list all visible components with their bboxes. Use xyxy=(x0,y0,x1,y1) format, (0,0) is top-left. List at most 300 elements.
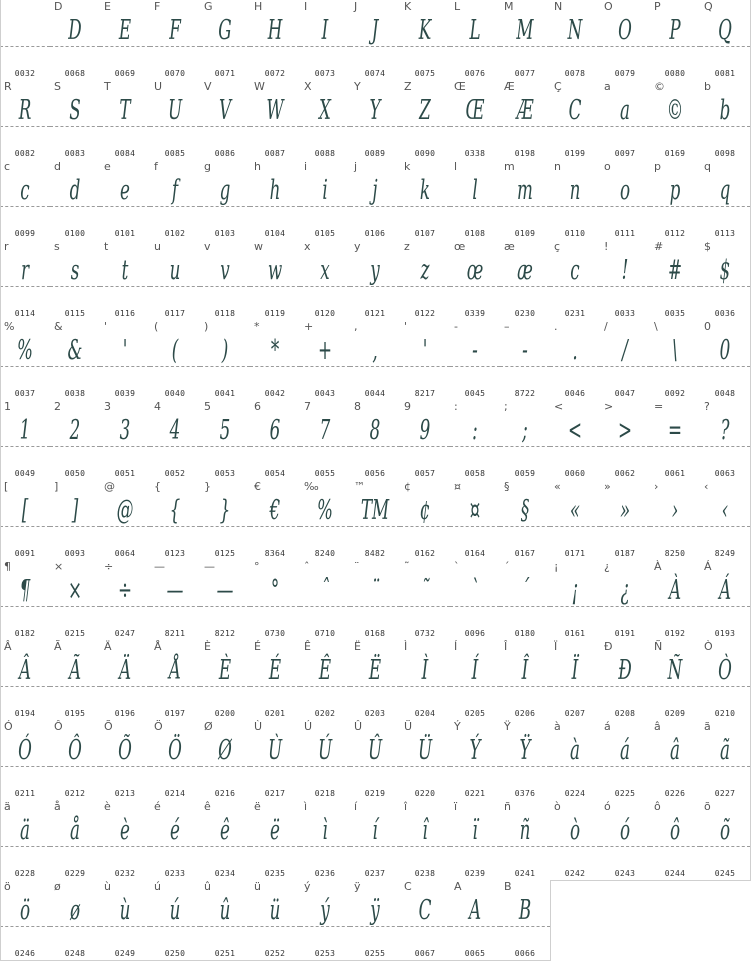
glyph-char-label: s xyxy=(54,240,60,253)
glyph-cell xyxy=(50,400,101,481)
glyph-cell xyxy=(0,640,51,721)
glyph-char-label: ! xyxy=(604,240,609,253)
glyph-cell xyxy=(0,560,51,641)
glyph-char-label: ö xyxy=(4,880,11,893)
glyph-code: 0237 xyxy=(364,869,386,878)
glyph-sample: J xyxy=(371,15,379,46)
glyph-char-label: = xyxy=(654,400,664,413)
glyph-code: 0169 xyxy=(664,149,686,158)
glyph-code: 8482 xyxy=(364,549,386,558)
glyph-code: 0205 xyxy=(464,709,486,718)
glyph-code: 0101 xyxy=(114,229,136,238)
glyph-cell xyxy=(550,160,601,241)
glyph-code: 0036 xyxy=(714,309,736,318)
glyph-code: 0068 xyxy=(64,69,86,78)
glyph-char-label: Å xyxy=(154,640,162,653)
glyph-code: 0195 xyxy=(64,709,86,718)
glyph-char-label: € xyxy=(254,480,261,493)
glyph-code: 0201 xyxy=(264,709,286,718)
glyph-sample: Æ xyxy=(516,95,534,126)
glyph-cell xyxy=(150,320,201,401)
glyph-code: 0093 xyxy=(64,549,86,558)
glyph-sample: M xyxy=(516,15,534,46)
glyph-cell xyxy=(300,560,351,641)
glyph-cell xyxy=(650,640,701,721)
glyph-cell xyxy=(600,640,651,721)
glyph-char-label: { xyxy=(154,480,161,493)
glyph-char-label: V xyxy=(204,80,212,93)
glyph-char-label: < xyxy=(554,400,564,413)
glyph-cell xyxy=(200,800,251,881)
glyph-char-label: B xyxy=(504,880,512,893)
glyph-char-label: í xyxy=(354,800,358,813)
glyph-code: 0055 xyxy=(314,469,336,478)
glyph-code: 0244 xyxy=(664,869,686,878)
glyph-code: 0040 xyxy=(164,389,186,398)
glyph-code: 0090 xyxy=(414,149,436,158)
glyph-char-label: Ÿ xyxy=(504,720,511,733)
glyph-code: 0062 xyxy=(614,469,636,478)
glyph-sample: 1 xyxy=(19,415,31,446)
glyph-cell xyxy=(650,800,701,881)
glyph-cell xyxy=(700,80,751,161)
glyph-code: 0197 xyxy=(164,709,186,718)
glyph-code: 0056 xyxy=(364,469,386,478)
glyph-code: 0199 xyxy=(564,149,586,158)
glyph-code: 0227 xyxy=(714,789,736,798)
glyph-code: 0224 xyxy=(564,789,586,798)
glyph-code: 0167 xyxy=(514,549,536,558)
glyph-code: 0084 xyxy=(114,149,136,158)
glyph-char-label: ´ xyxy=(504,560,510,573)
glyph-code: 0038 xyxy=(64,389,86,398)
glyph-sample: ì xyxy=(322,815,328,846)
glyph-cell xyxy=(150,640,201,721)
glyph-char-label: Ü xyxy=(404,720,413,733)
glyph-sample: . xyxy=(572,335,578,366)
glyph-code: 0231 xyxy=(564,309,586,318)
glyph-char-label: ø xyxy=(54,880,61,893)
glyph-sample: Î xyxy=(521,655,529,686)
glyph-cell xyxy=(300,880,351,961)
glyph-char-label: 0 xyxy=(704,320,711,333)
glyph-cell xyxy=(550,480,601,561)
glyph-code: 0238 xyxy=(414,869,436,878)
glyph-sample: Á xyxy=(718,575,732,606)
glyph-sample: I xyxy=(321,15,329,46)
glyph-sample: ë xyxy=(270,815,280,846)
glyph-cell xyxy=(50,480,101,561)
glyph-sample: N xyxy=(567,15,583,46)
glyph-char-label: b xyxy=(704,80,711,93)
glyph-code: 0104 xyxy=(264,229,286,238)
glyph-code: 0204 xyxy=(414,709,436,718)
glyph-code: 0033 xyxy=(614,309,636,318)
glyph-sample: o xyxy=(619,175,631,206)
glyph-sample: j xyxy=(372,175,378,206)
glyph-cell xyxy=(100,240,151,321)
glyph-sample: C xyxy=(418,895,432,926)
glyph-code: 8212 xyxy=(214,629,236,638)
glyph-code: 0107 xyxy=(414,229,436,238)
glyph-code: 0241 xyxy=(514,869,536,878)
glyph-char-label: × xyxy=(54,560,64,573)
glyph-char-label: ° xyxy=(254,560,260,573)
glyph-cell xyxy=(400,800,451,881)
glyph-char-label: t xyxy=(104,240,109,253)
glyph-cell xyxy=(250,880,301,961)
glyph-char-label: Y xyxy=(354,80,361,93)
glyph-cell xyxy=(650,160,701,241)
glyph-cell xyxy=(200,240,251,321)
glyph-code: 0239 xyxy=(464,869,486,878)
glyph-sample: - xyxy=(522,335,528,366)
glyph-sample: - xyxy=(472,335,478,366)
glyph-char-label: u xyxy=(154,240,161,253)
glyph-sample: 2 xyxy=(69,415,81,446)
glyph-sample: 7 xyxy=(319,415,331,446)
glyph-code: 0046 xyxy=(564,389,586,398)
glyph-code: 0162 xyxy=(414,549,436,558)
glyph-sample: { xyxy=(169,495,181,526)
glyph-code: 0067 xyxy=(414,949,436,958)
glyph-sample: t xyxy=(121,255,129,286)
glyph-sample: Õ xyxy=(118,735,132,766)
glyph-sample: « xyxy=(569,495,581,526)
glyph-cell xyxy=(100,640,151,721)
glyph-cell xyxy=(550,320,601,401)
glyph-char-label: E xyxy=(104,0,111,13)
glyph-sample: ; xyxy=(522,415,528,446)
glyph-code: 8249 xyxy=(714,549,736,558)
glyph-char-label: N xyxy=(554,0,563,13)
glyph-char-label: ÿ xyxy=(354,880,361,893)
glyph-char-label: q xyxy=(704,160,711,173)
glyph-cell xyxy=(100,0,151,81)
glyph-char-label: © xyxy=(654,80,665,93)
glyph-sample: Œ xyxy=(465,95,485,126)
glyph-char-label: G xyxy=(204,0,213,13)
glyph-code: 0207 xyxy=(564,709,586,718)
glyph-code: 0243 xyxy=(614,869,636,878)
glyph-sample: k xyxy=(419,175,431,206)
glyph-cell xyxy=(450,160,501,241)
glyph-sample: › xyxy=(671,495,679,526)
glyph-sample: ˜ xyxy=(420,575,430,606)
glyph-char-label: * xyxy=(254,320,260,333)
glyph-sample: ` xyxy=(470,575,480,606)
glyph-cell xyxy=(100,160,151,241)
glyph-cell xyxy=(400,640,451,721)
glyph-cell xyxy=(300,160,351,241)
glyph-char-label: Ã xyxy=(54,640,62,653)
glyph-sample: h xyxy=(269,175,281,206)
glyph-char-label: S xyxy=(54,80,61,93)
glyph-char-label: ò xyxy=(554,800,561,813)
glyph-char-label: Ó xyxy=(4,720,13,733)
glyph-char-label: + xyxy=(304,320,314,333)
glyph-sample: Ï xyxy=(571,655,579,686)
glyph-code: 0200 xyxy=(214,709,236,718)
glyph-sample: & xyxy=(67,335,83,366)
glyph-sample: , xyxy=(372,335,378,366)
glyph-code: 0120 xyxy=(314,309,336,318)
glyph-sample: } xyxy=(219,495,231,526)
glyph-cell xyxy=(250,320,301,401)
glyph-char-label: ì xyxy=(304,800,308,813)
glyph-cell xyxy=(200,320,251,401)
glyph-cell xyxy=(650,320,701,401)
glyph-char-label: ô xyxy=(654,800,661,813)
glyph-sample: T xyxy=(119,95,131,126)
glyph-char-label: J xyxy=(354,0,358,13)
glyph-cell xyxy=(250,400,301,481)
glyph-cell xyxy=(450,240,501,321)
glyph-char-label: e xyxy=(104,160,111,173)
glyph-sample: x xyxy=(320,255,330,286)
glyph-cell xyxy=(50,720,101,801)
glyph-char-label: Ì xyxy=(404,640,408,653)
glyph-cell xyxy=(650,80,701,161)
glyph-char-label: Œ xyxy=(454,80,466,93)
glyph-code: 0109 xyxy=(514,229,536,238)
glyph-sample: Ó xyxy=(18,735,32,766)
glyph-sample: : xyxy=(472,415,478,446)
glyph-cell xyxy=(50,320,101,401)
glyph-cell xyxy=(700,320,751,401)
glyph-cell xyxy=(350,720,401,801)
glyph-char-label: f xyxy=(154,160,158,173)
glyph-cell xyxy=(700,160,751,241)
glyph-char-label: l xyxy=(454,160,458,173)
glyph-cell xyxy=(50,240,101,321)
glyph-sample: E xyxy=(118,15,132,46)
glyph-sample: ´ xyxy=(520,575,530,606)
glyph-code: 0066 xyxy=(514,949,536,958)
glyph-code: 0251 xyxy=(214,949,236,958)
glyph-code: 0118 xyxy=(214,309,236,318)
glyph-cell xyxy=(450,400,501,481)
glyph-char-label: X xyxy=(304,80,312,93)
glyph-cell xyxy=(650,0,701,81)
glyph-cell xyxy=(200,480,251,561)
glyph-cell xyxy=(200,160,251,241)
glyph-sample: © xyxy=(666,95,684,126)
glyph-cell xyxy=(50,80,101,161)
glyph-code: 0339 xyxy=(464,309,486,318)
glyph-char-label: - xyxy=(454,320,458,333)
glyph-code: 0255 xyxy=(364,949,386,958)
glyph-char-label: g xyxy=(204,160,211,173)
glyph-cell xyxy=(500,240,551,321)
glyph-char-label: / xyxy=(604,320,608,333)
glyph-char-label: Ø xyxy=(204,720,213,733)
glyph-code: 0168 xyxy=(364,629,386,638)
glyph-sample: c xyxy=(20,175,30,206)
glyph-cell xyxy=(550,560,601,641)
glyph-cell xyxy=(300,80,351,161)
glyph-code: 0092 xyxy=(664,389,686,398)
glyph-code: 0710 xyxy=(314,629,336,638)
glyph-code: 0097 xyxy=(614,149,636,158)
glyph-char-label: . xyxy=(554,320,558,333)
glyph-char-label: : xyxy=(454,400,458,413)
glyph-code: 0064 xyxy=(114,549,136,558)
glyph-char-label: 9 xyxy=(404,400,411,413)
glyph-code: 8364 xyxy=(264,549,286,558)
glyph-code: 0054 xyxy=(264,469,286,478)
glyph-code: 0081 xyxy=(714,69,736,78)
glyph-sample: g xyxy=(219,175,231,206)
glyph-sample: 4 xyxy=(169,415,181,446)
glyph-char-label: ï xyxy=(454,800,458,813)
glyph-code: 0215 xyxy=(64,629,86,638)
glyph-cell xyxy=(300,240,351,321)
glyph-char-label: ¡ xyxy=(554,560,559,573)
glyph-cell xyxy=(450,0,501,81)
glyph-char-label: Á xyxy=(704,560,712,573)
glyph-sample: + xyxy=(317,335,333,366)
glyph-char-label: ] xyxy=(54,480,59,493)
glyph-cell xyxy=(650,400,701,481)
glyph-sample: ä xyxy=(20,815,30,846)
glyph-char-label: M xyxy=(504,0,514,13)
glyph-sample: ¤ xyxy=(469,495,481,526)
glyph-code: 0338 xyxy=(464,149,486,158)
glyph-char-label: d xyxy=(54,160,61,173)
glyph-sample: w xyxy=(267,255,283,286)
glyph-cell xyxy=(100,880,151,961)
glyph-char-label: 2 xyxy=(54,400,61,413)
glyph-char-label: ) xyxy=(204,320,209,333)
glyph-cell xyxy=(700,560,751,641)
glyph-sample: TM xyxy=(360,495,390,526)
glyph-char-label: è xyxy=(104,800,111,813)
glyph-sample: Ë xyxy=(368,655,382,686)
glyph-code: 0076 xyxy=(464,69,486,78)
glyph-sample: Ì xyxy=(421,655,429,686)
glyph-cell xyxy=(350,160,401,241)
glyph-char-label: á xyxy=(604,720,611,733)
glyph-code: 0102 xyxy=(164,229,186,238)
glyph-code: 0091 xyxy=(14,549,36,558)
glyph-char-label: 5 xyxy=(204,400,211,413)
glyph-cell xyxy=(500,880,551,961)
glyph-cell xyxy=(350,800,401,881)
glyph-cell xyxy=(50,880,101,961)
glyph-sample: ' xyxy=(122,335,128,366)
glyph-cell xyxy=(400,80,451,161)
glyph-sample: Ø xyxy=(218,735,232,766)
glyph-code: 0246 xyxy=(14,949,36,958)
glyph-cell xyxy=(650,720,701,801)
glyph-sample: § xyxy=(520,495,530,526)
glyph-code: 0212 xyxy=(64,789,86,798)
glyph-code: 0070 xyxy=(164,69,186,78)
glyph-code: 0117 xyxy=(164,309,186,318)
glyph-char-label: % xyxy=(4,320,15,333)
glyph-char-label: ; xyxy=(504,400,508,413)
glyph-char-label: Ú xyxy=(304,720,313,733)
glyph-sample: X xyxy=(319,95,331,126)
glyph-sample: R xyxy=(18,95,32,126)
glyph-code: 0080 xyxy=(664,69,686,78)
glyph-char-label: x xyxy=(304,240,311,253)
glyph-cell xyxy=(100,320,151,401)
glyph-sample: G xyxy=(218,15,232,46)
glyph-sample: ñ xyxy=(519,815,531,846)
glyph-cell xyxy=(50,560,101,641)
glyph-sample: 8 xyxy=(369,415,381,446)
glyph-sample: ‹ xyxy=(721,495,729,526)
glyph-cell xyxy=(450,480,501,561)
glyph-char-label: z xyxy=(404,240,410,253)
glyph-char-label: [ xyxy=(4,480,9,493)
glyph-char-label: ç xyxy=(554,240,561,253)
glyph-cell xyxy=(250,160,301,241)
glyph-char-label: Ö xyxy=(154,720,163,733)
glyph-code: 0217 xyxy=(264,789,286,798)
glyph-code: 0235 xyxy=(264,869,286,878)
glyph-char-label: Æ xyxy=(504,80,515,93)
glyph-baseline xyxy=(0,46,50,47)
glyph-cell xyxy=(450,720,501,801)
glyph-cell xyxy=(700,400,751,481)
glyph-cell xyxy=(200,80,251,161)
glyph-char-label: ‰ xyxy=(304,480,319,493)
glyph-char-label: ¶ xyxy=(4,560,11,573)
glyph-sample: â xyxy=(670,735,680,766)
glyph-char-label: Î xyxy=(504,640,508,653)
glyph-code: 0048 xyxy=(714,389,736,398)
glyph-sample: á xyxy=(620,735,630,766)
glyph-code: 0100 xyxy=(64,229,86,238)
glyph-sample: ö xyxy=(19,895,31,926)
glyph-sample: Ù xyxy=(267,735,283,766)
glyph-code: 0242 xyxy=(564,869,586,878)
glyph-char-label: À xyxy=(654,560,662,573)
glyph-code: 0228 xyxy=(14,869,36,878)
glyph-sample: y xyxy=(370,255,380,286)
glyph-char-label: ã xyxy=(704,720,711,733)
glyph-sample: Ñ xyxy=(667,655,683,686)
glyph-code: 0108 xyxy=(464,229,486,238)
glyph-sample: ÿ xyxy=(370,895,380,926)
glyph-code: 0051 xyxy=(114,469,136,478)
glyph-code: 8250 xyxy=(664,549,686,558)
glyph-cell xyxy=(0,240,51,321)
glyph-code: 0253 xyxy=(314,949,336,958)
glyph-sample: ò xyxy=(569,815,581,846)
glyph-char-label: 6 xyxy=(254,400,261,413)
glyph-cell xyxy=(450,560,501,641)
glyph-char-label: \ xyxy=(654,320,658,333)
glyph-code: 0730 xyxy=(264,629,286,638)
glyph-cell xyxy=(500,320,551,401)
glyph-code: 0182 xyxy=(14,629,36,638)
glyph-char-label: È xyxy=(204,640,211,653)
glyph-code: 0194 xyxy=(14,709,36,718)
glyph-char-label: r xyxy=(4,240,9,253)
glyph-char-label: ¨ xyxy=(354,560,360,573)
glyph-sample: = xyxy=(667,415,683,446)
glyph-sample: s xyxy=(70,255,80,286)
glyph-sample: b xyxy=(719,95,731,126)
glyph-sample: ¨ xyxy=(370,575,380,606)
glyph-cell xyxy=(700,640,751,721)
glyph-char-label: ™ xyxy=(354,480,365,493)
glyph-char-label: $ xyxy=(704,240,711,253)
